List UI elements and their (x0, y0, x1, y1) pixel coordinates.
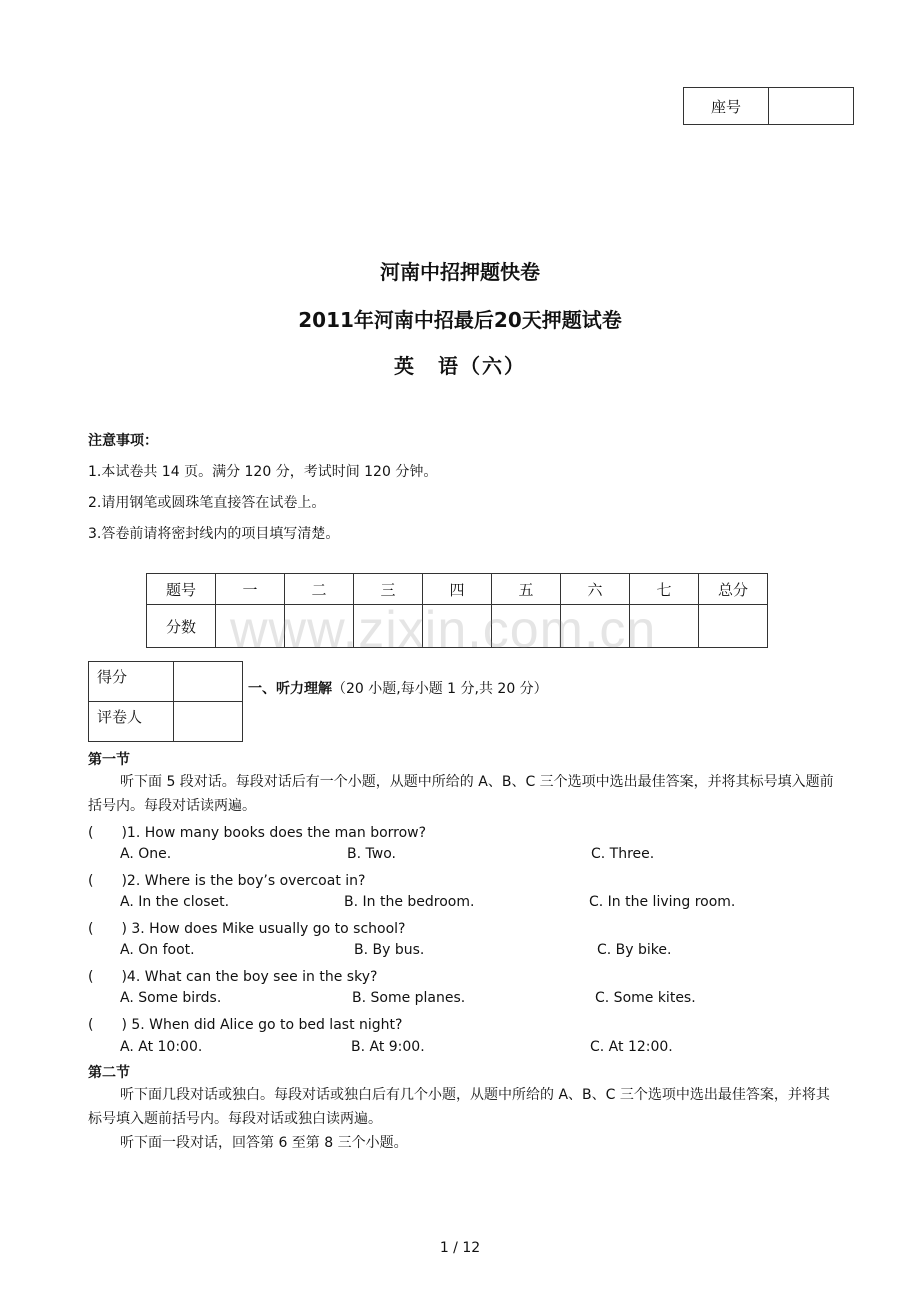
exam-series-title: 河南中招押题快卷 (380, 260, 540, 284)
option: A. On foot. (120, 942, 195, 958)
score-header-cell: 六 (561, 574, 630, 605)
score-header-cell: 题号 (147, 574, 216, 605)
exam-title: 2011年河南中招最后20天押题试卷 (298, 308, 622, 332)
score-header-cell: 五 (492, 574, 561, 605)
grader-reviewer-label: 评卷人 (89, 702, 174, 742)
part2-heading: 第二节 (88, 1065, 130, 1081)
question: ( )2. Where is the boy’s overcoat in? (88, 873, 366, 889)
part1-instruction: 听下面 5 段对话。每段对话后有一个小题，从题中所给的 A、B、C 三个选项中选出最佳答案，并将其标号填入题前括号内。每段对话读两遍。 (88, 774, 834, 814)
option: B. In the bedroom. (344, 894, 475, 910)
score-cell[interactable] (699, 605, 768, 648)
option: C. Some kites. (595, 990, 696, 1006)
note-item: 3.答卷前请将密封线内的项目填写清楚。 (88, 526, 340, 542)
grader-box (88, 661, 243, 742)
note-item: 1.本试卷共 14 页。满分 120 分，考试时间 120 分钟。 (88, 464, 438, 480)
question: ( )4. What can the boy see in the sky? (88, 969, 378, 985)
notes-heading: 注意事项： (88, 433, 158, 449)
grader-score-label: 得分 (89, 662, 174, 702)
score-row-label: 分数 (147, 605, 216, 648)
option: C. At 12:00. (590, 1039, 673, 1055)
option: B. At 9:00. (351, 1039, 425, 1055)
note-item: 2.请用钢笔或圆珠笔直接答在试卷上。 (88, 495, 326, 511)
question: ( ) 5. When did Alice go to bed last night? (88, 1017, 403, 1033)
option: A. In the closet. (120, 894, 230, 910)
score-header-cell: 七 (630, 574, 699, 605)
seat-value[interactable] (769, 88, 854, 125)
option: B. Two. (347, 846, 396, 862)
part2-instruction: 听下面几段对话或独白。每段对话或独白后有几个小题，从题中所给的 A、B、C 三个选项中选出最佳答案，并将其标号填入题前括号内。每段对话或独白读两遍。 (88, 1087, 830, 1127)
section-title: 一、听力理解 (248, 681, 332, 697)
option: C. In the living room. (589, 894, 736, 910)
option: C. Three. (591, 846, 655, 862)
section-note: （20 小题,每小题 1 分,共 20 分） (332, 681, 548, 697)
score-header-cell: 四 (423, 574, 492, 605)
part1-heading: 第一节 (88, 752, 130, 768)
question: ( ) 3. How does Mike usually go to school? (88, 921, 406, 937)
subject-title: 英 语（六） (394, 354, 526, 378)
watermark: www.zixin.com.cn (230, 601, 657, 659)
option: A. Some birds. (120, 990, 222, 1006)
score-header-cell: 总分 (699, 574, 768, 605)
grader-score-value[interactable] (174, 662, 243, 702)
option: B. Some planes. (352, 990, 466, 1006)
option: C. By bike. (597, 942, 672, 958)
option: A. One. (120, 846, 172, 862)
option: A. At 10:00. (120, 1039, 203, 1055)
page-number: 1 / 12 (439, 1240, 481, 1256)
score-header-cell: 二 (285, 574, 354, 605)
score-header-cell: 一 (216, 574, 285, 605)
grader-reviewer-value[interactable] (174, 702, 243, 742)
question: ( )1. How many books does the man borrow? (88, 825, 427, 841)
option: B. By bus. (354, 942, 425, 958)
part2-sub-instruction: 听下面一段对话，回答第 6 至第 8 三个小题。 (120, 1135, 408, 1151)
seat-label: 座号 (684, 88, 769, 125)
section-heading (248, 678, 548, 698)
seat-number-box (683, 87, 854, 125)
score-header-cell: 三 (354, 574, 423, 605)
